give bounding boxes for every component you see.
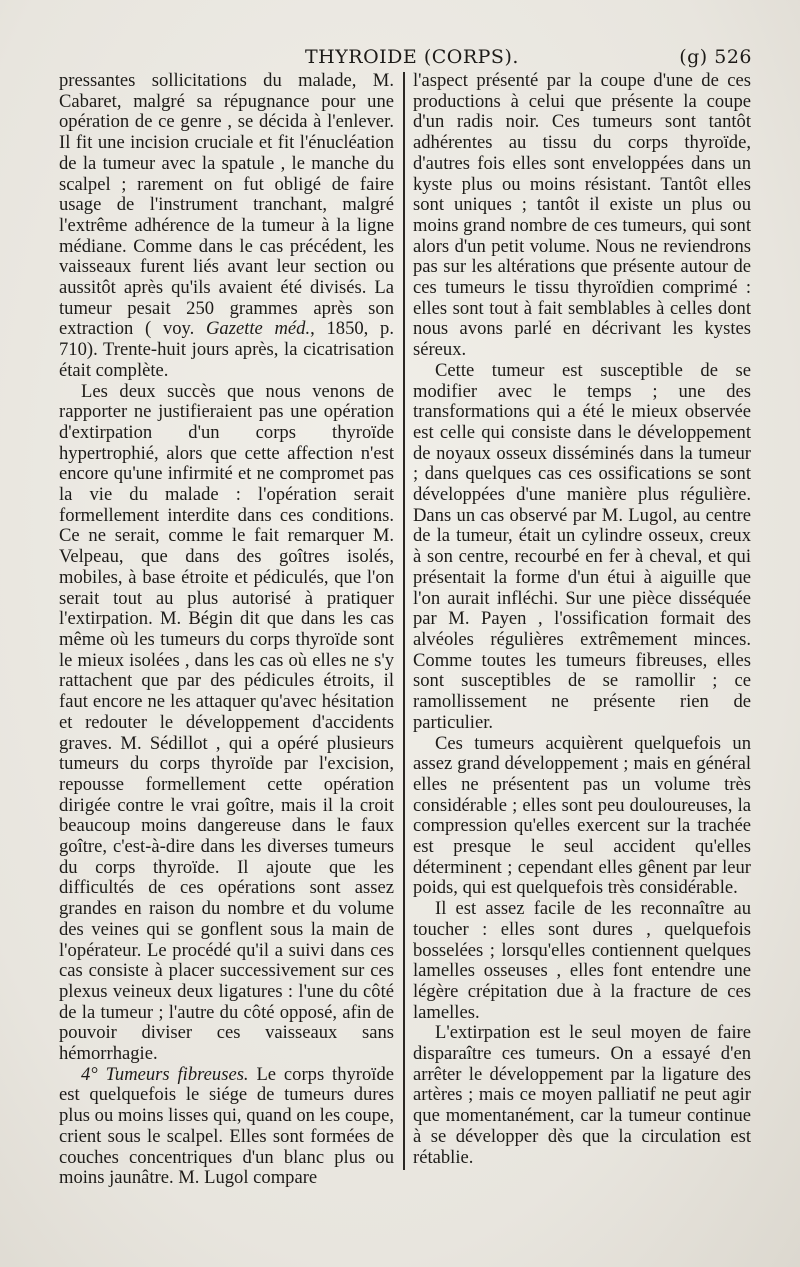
column-divider	[403, 72, 405, 1170]
paragraph: Ces tumeurs acquièrent quelquefois un assez grand développement ; mais en général elles ne présentent pas un volume très considérable ; elles sont peu douloureuses, la compression qu'elles exercent sur la trachée est presque le seul accident qu'elles déterminent ; cependant elles gênent par leur poids, qui est quelquefois très considérable.	[413, 732, 751, 899]
paragraph: 4° Tumeurs fibreuses. Le corps thyroïde est quelquefois le siége de tumeurs dures plus ou moins lisses qui, quand on les coupe, crient sous le scalpel. Elles sont formées de couches concentriques d'un blanc plus ou moins jaunâtre. M. Lugol compare	[59, 1063, 394, 1189]
running-header	[60, 44, 760, 70]
paragraph: L'extirpation est le seul moyen de faire disparaître ces tumeurs. On a essayé d'en arrêter le développement par la ligature des artères ; mais ce moyen palliatif ne peut agir que momentanément, car la tumeur continue à se développer dès que la circulation est rétablie.	[413, 1022, 751, 1168]
left-column	[59, 71, 394, 1189]
page-title: THYROIDE (CORPS).	[305, 46, 519, 68]
paragraph: l'aspect présenté par la coupe d'une de ces productions à celui que présente la coupe d'un radis noir. Ces tumeurs sont tantôt adhérentes au tissu du corps thyroïde, d'autres fois elles sont enveloppées dans un kyste plus ou moins résistant. Tantôt elles sont uniques ; tantôt il existe un plus ou moins grand nombre de ces tumeurs, qui sont alors d'un petit volume. Nous ne reviendrons pas sur les altérations que présente autour de ces tumeurs le tissu thyroïdien comprimé : elles sont tout à fait semblables à celles dont nous avons parlé en décrivant les kystes séreux.	[413, 70, 751, 361]
page-number: (g) 526	[679, 46, 752, 68]
journal-citation: Gazette méd.	[206, 318, 311, 340]
paragraph: Cette tumeur est susceptible de se modifier avec le temps ; une des transformations qui a été le mieux observée est celle qui consiste dans le développement de noyaux osseux disséminés dans la tumeur ; dans quelques cas ces ossifications se sont développées d'une manière plus régulière. Dans un cas observé par M. Lugol, au centre de la tumeur, était un cylindre osseux, creux à son centre, recourbé en fer à cheval, et qui présentait la forme d'un étui à aiguille que l'on aurait infléchi. Sur une pièce disséquée par M. Payen , l'ossification formait des alvéoles régulières extrêmement minces. Comme toutes les tumeurs fibreuses, elles sont susceptibles de se ramollir ; ce ramollissement ne présente rien de particulier.	[413, 359, 751, 733]
right-column	[413, 71, 751, 1168]
paragraph: pressantes sollicitations du malade, M. Cabaret, malgré sa répugnance pour une opération de ce genre , se décida à l'enlever. Il fit une incision cruciale et fit l'énucléation de la tumeur avec la spatule , le manche du scalpel ; rarement on fut obligé de faire usage de l'instrument tranchant, malgré l'extrême adhérence de la tumeur à la ligne médiane. Comme dans le cas précédent, les vaisseaux furent liés avant leur section ou aussitôt après qu'ils avaient été divisés. La tumeur pesait 250 grammes après son extraction ( voy. Gazette méd., 1850, p. 710). Trente-huit jours après, la cicatrisation était complète.	[59, 70, 394, 381]
paragraph: Il est assez facile de les reconnaître au toucher : elles sont dures , quelquefois bosselées ; lorsqu'elles contiennent quelques lamelles osseuses , elles font entendre une légère crépitation due à la fracture de ces lamelles.	[413, 898, 751, 1023]
section-heading: 4° Tumeurs fibreuses.	[81, 1063, 249, 1085]
paragraph: Les deux succès que nous venons de rapporter ne justifieraient pas une opération d'extirpation d'un corps thyroïde hypertrophié, alors que cette affection n'est encore qu'une infirmité et ne compromet pas la vie du malade : l'opération serait formellement interdite dans ces conditions. Ce ne serait, comme le fait remarquer M. Velpeau, que dans des goîtres isolés, mobiles, à base étroite et pédiculés, que l'on serait tout au plus autorisé à pratiquer l'extirpation. M. Bégin dit que dans les cas même où les tumeurs du corps thyroïde sont le mieux isolées , dans les cas où elles ne s'y rattachent que par des pédicules étroits, il faut encore ne les attaquer qu'avec hésitation et redouter le développement d'accidents graves. M. Sédillot , qui a opéré plusieurs tumeurs du corps thyroïde par l'excision, repousse formellement cette opération dirigée contre le vrai goître, mais il la croit beaucoup moins dangereuse dans le faux goître, c'est-à-dire dans les diverses tumeurs du corps thyroïde. Il ajoute que les difficultés de ces opérations sont assez grandes en raison du nombre et du volume des veines qui se gonflent sous la main de l'opérateur. Le procédé qu'il a suivi dans ces cas consiste à placer successivement sur ces plexus veineux deux ligatures : l'une du côté de la tumeur ; l'autre du côté opposé, afin de pouvoir diviser ces vaisseaux sans hémorrhagie.	[59, 380, 394, 1065]
